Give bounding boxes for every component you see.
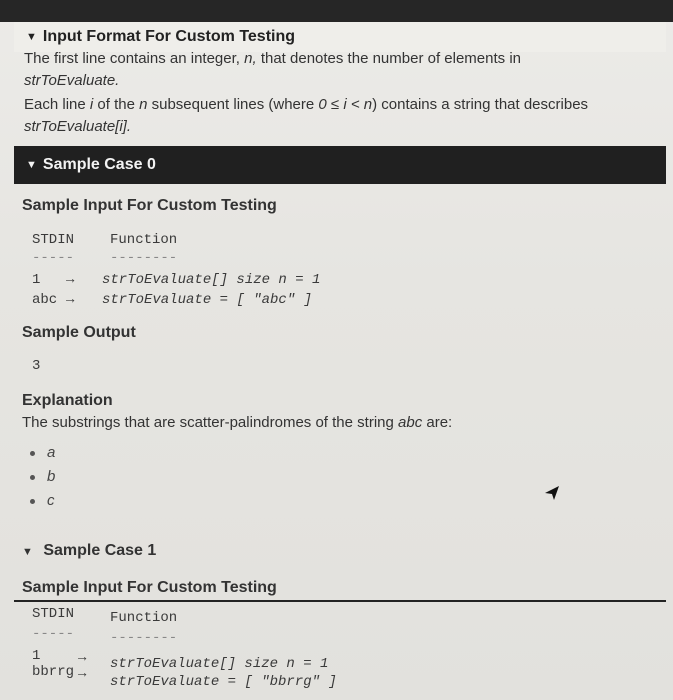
case0-explanation-title: Explanation	[22, 392, 113, 409]
case1-row1-stdin: 1	[32, 648, 41, 664]
case0-stdin-dash: -----	[32, 250, 75, 266]
case0-output-title: Sample Output	[22, 324, 136, 341]
case0-row1-stdin: 1	[32, 272, 41, 288]
case0-col-function: Function	[110, 232, 178, 248]
input-format-line4: strToEvaluate[i].	[24, 118, 131, 135]
case1-row1-function: strToEvaluate[] size n = 1	[110, 656, 329, 672]
case0-explanation-text: The substrings that are scatter-palindromes of the string abc are:	[22, 414, 453, 431]
case1-col-stdin: STDIN	[32, 606, 75, 622]
case0-function-dash: --------	[110, 250, 178, 266]
triangle-down-icon: ▼	[26, 31, 37, 43]
case0-row1-function: strToEvaluate[] size n = 1	[102, 272, 321, 288]
case1-input-title: Sample Input For Custom Testing	[22, 579, 277, 596]
case1-row2-function: strToEvaluate = [ "bbrrg" ]	[110, 674, 337, 690]
case0-row2-arrow: →	[66, 292, 75, 308]
list-item: c	[30, 492, 55, 509]
list-item: b	[30, 468, 55, 485]
section-divider	[14, 600, 666, 602]
sample-case-0-header[interactable]	[14, 146, 666, 184]
input-format-line1: The first line contains an integer, n, that denotes the number of elements in	[24, 50, 521, 67]
case0-input-title: Sample Input For Custom Testing	[22, 197, 277, 214]
case0-row1-arrow: →	[66, 272, 75, 288]
case1-row1-arrow: →	[78, 650, 87, 666]
sample-case-1-header[interactable]	[22, 540, 156, 563]
case0-row2-function: strToEvaluate = [ "abc" ]	[102, 292, 313, 308]
list-item: a	[30, 444, 55, 461]
sample-case-0-title: Sample Case 0	[42, 156, 156, 173]
case0-row2-stdin: abc	[32, 292, 58, 308]
sample-case-1-title: Sample Case 1	[43, 542, 157, 559]
case0-output-value: 3	[32, 358, 41, 374]
case0-col-stdin: STDIN	[32, 232, 75, 248]
input-format-title: Input Format For Custom Testing	[42, 28, 296, 45]
mouse-pointer-icon	[543, 484, 563, 504]
input-format-line3: Each line i of the n subsequent lines (where 0 ≤ i < n) contains a string that describes	[24, 96, 589, 113]
case1-function-dash: --------	[110, 630, 178, 646]
case1-stdin-dash: -----	[32, 626, 75, 642]
case1-row2-stdin: bbrrg	[32, 664, 75, 680]
input-format-line2: strToEvaluate.	[24, 72, 120, 89]
case1-row2-arrow: →	[78, 666, 87, 682]
triangle-down-icon: ▼	[22, 546, 33, 558]
case1-col-function: Function	[110, 610, 178, 626]
top-bar	[0, 0, 673, 22]
triangle-down-icon: ▼	[26, 159, 37, 171]
